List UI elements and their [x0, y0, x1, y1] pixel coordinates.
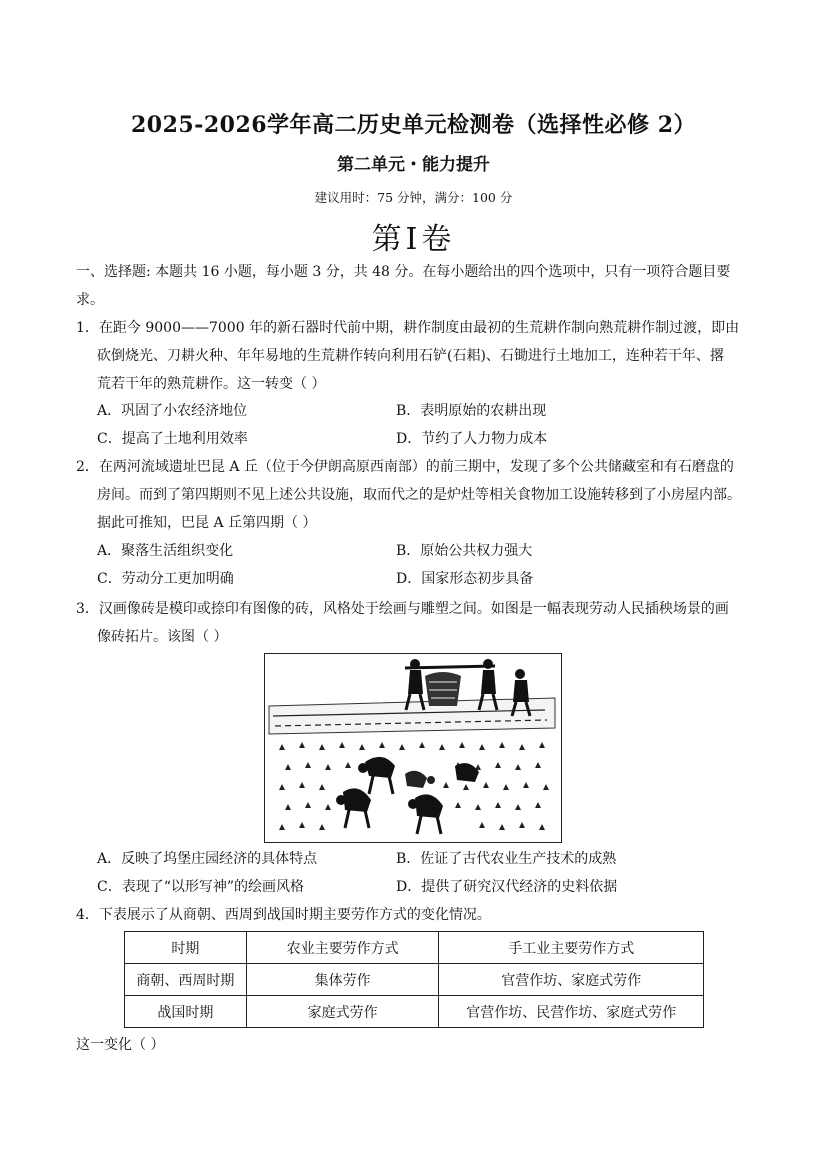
table-cell: 战国时期 — [125, 996, 247, 1028]
labor-methods-table — [124, 931, 704, 1028]
q2-line-2: 房间。而到了第四期则不见上述公共设施，取而代之的是炉灶等相关食物加工设施转移到了小房屋内部。 — [97, 487, 741, 503]
unit-subtitle: 第二单元・能力提升 — [337, 155, 490, 175]
table-cell: 集体劳作 — [246, 964, 439, 996]
table-row — [125, 996, 704, 1028]
q4-tail: 这一变化（ ） — [76, 1037, 165, 1053]
table-cell: 商朝、西周时期 — [125, 964, 247, 996]
q3-option-c[interactable]: C．表现了“以形写神”的绘画风格 — [97, 879, 305, 895]
q3-option-b[interactable]: B．佐证了古代农业生产技术的成熟 — [396, 851, 617, 867]
han-brick-rubbing-image — [264, 653, 562, 843]
q3-line-1: 3．汉画像砖是模印或捺印有图像的砖，风格处于绘画与雕塑之间。如图是一幅表现劳动人民插秧场景的画 — [76, 601, 729, 617]
q1-line-3: 荒若干年的熟荒耕作。这一转变（ ） — [97, 376, 326, 392]
q1-line-1: 1．在距今 9000——7000 年的新石器时代前中期，耕作制度由最初的生荒耕作制向熟荒耕作制过渡，即由 — [76, 320, 740, 336]
q3-option-d[interactable]: D．提供了研究汉代经济的史料依据 — [396, 879, 618, 895]
q1-option-c[interactable]: C．提高了土地利用效率 — [97, 431, 248, 447]
q3-line-2: 像砖拓片。该图（ ） — [97, 629, 228, 645]
table-header-row — [125, 932, 704, 964]
table-cell: 官营作坊、民营作坊、家庭式劳作 — [439, 996, 704, 1028]
q2-option-c[interactable]: C．劳动分工更加明确 — [97, 571, 234, 587]
q1-option-a[interactable]: A．巩固了小农经济地位 — [97, 403, 248, 419]
q3-option-a[interactable]: A．反映了坞堡庄园经济的具体特点 — [97, 851, 318, 867]
part-heading: 第Ⅰ卷 — [371, 222, 456, 257]
q2-option-a[interactable]: A．聚落生活组织变化 — [97, 543, 234, 559]
q1-option-d[interactable]: D．节约了人力物力成本 — [396, 431, 548, 447]
q1-option-b[interactable]: B．表明原始的农耕出现 — [396, 403, 547, 419]
q2-line-3: 据此可推知，巴昆 A 丘第四期（ ） — [97, 515, 317, 531]
q2-line-1: 2．在两河流域遗址巴昆 A 丘（位于今伊朗高原西南部）的前三期中，发现了多个公共储藏室和有石磨盘的 — [76, 459, 734, 475]
instructions-line-1: 一、选择题: 本题共 16 小题，每小题 3 分，共 48 分。在每小题给出的四个选项中，只有一项符合题目要 — [76, 264, 731, 280]
time-info: 建议用时：75 分钟，满分：100 分 — [314, 190, 513, 205]
table-header-cell: 手工业主要劳作方式 — [439, 932, 704, 964]
rice-transplanting-illustration — [265, 654, 560, 841]
q4-intro: 4．下表展示了从商朝、西周到战国时期主要劳作方式的变化情况。 — [76, 907, 491, 923]
instructions-line-2: 求。 — [76, 292, 104, 308]
table-header-cell: 农业主要劳作方式 — [246, 932, 439, 964]
table-header-cell: 时期 — [125, 932, 247, 964]
table-row — [125, 964, 704, 996]
q2-option-b[interactable]: B．原始公共权力强大 — [396, 543, 533, 559]
q2-option-d[interactable]: D．国家形态初步具备 — [396, 571, 534, 587]
table-cell: 家庭式劳作 — [246, 996, 439, 1028]
table-cell: 官营作坊、家庭式劳作 — [439, 964, 704, 996]
q1-line-2: 砍倒烧光、刀耕火种、年年易地的生荒耕作转向利用石铲(石耜)、石锄进行土地加工，连种若干年、撂 — [97, 348, 724, 364]
exam-title: 2025-2026学年高二历史单元检测卷（选择性必修 2） — [130, 112, 697, 138]
